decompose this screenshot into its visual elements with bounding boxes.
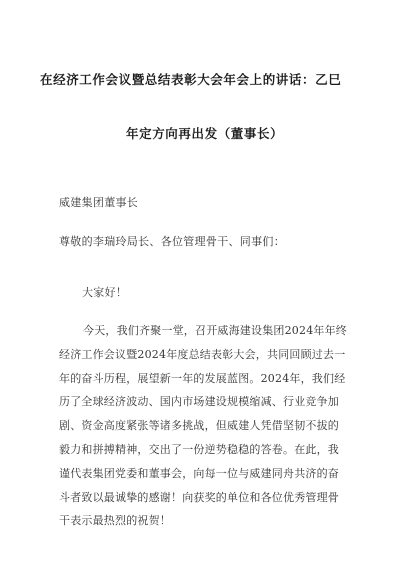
paragraph-line: 今天，我们齐聚一堂，召开威海建设集团2024年年终 [83, 324, 347, 337]
greeting-line: 大家好！ [82, 286, 128, 299]
paragraph-line: 谨代表集团党委和董事会，向每一位与威建同舟共济的奋 [59, 466, 339, 480]
body-paragraph [59, 319, 359, 533]
paragraph-line: 年的奋斗历程，展望新一年的发展蓝图。2024年，我们经 [59, 371, 346, 385]
salutation-line: 尊敬的李瑞玲局长、各位管理骨干、同事们： [59, 235, 285, 248]
paragraph-line: 剧、资金高度紧张等诸多挑战，但威建人凭借坚韧不拔的 [59, 419, 339, 433]
document-title-line-1: 在经济工作会议暨总结表彰大会年会上的讲话：乙巳 [40, 72, 342, 87]
paragraph-line: 历了全球经济波动、国内市场建设规模缩减、行业竞争加 [59, 395, 339, 409]
document-title-line-2: 年定方向再出发（董事长） [126, 126, 284, 141]
paragraph-line: 经济工作会议暨2024年度总结表彰大会，共同回顾过去一 [59, 347, 346, 361]
paragraph-line: 干表示最热烈的祝贺！ [59, 514, 171, 528]
speaker-line: 威建集团董事长 [59, 196, 139, 209]
paragraph-line: 斗者致以最诚挚的感谢！向获奖的单位和各位优秀管理骨 [59, 490, 339, 504]
paragraph-line: 毅力和拼搏精神，交出了一份逆势稳稳的答卷。在此，我 [59, 442, 339, 456]
